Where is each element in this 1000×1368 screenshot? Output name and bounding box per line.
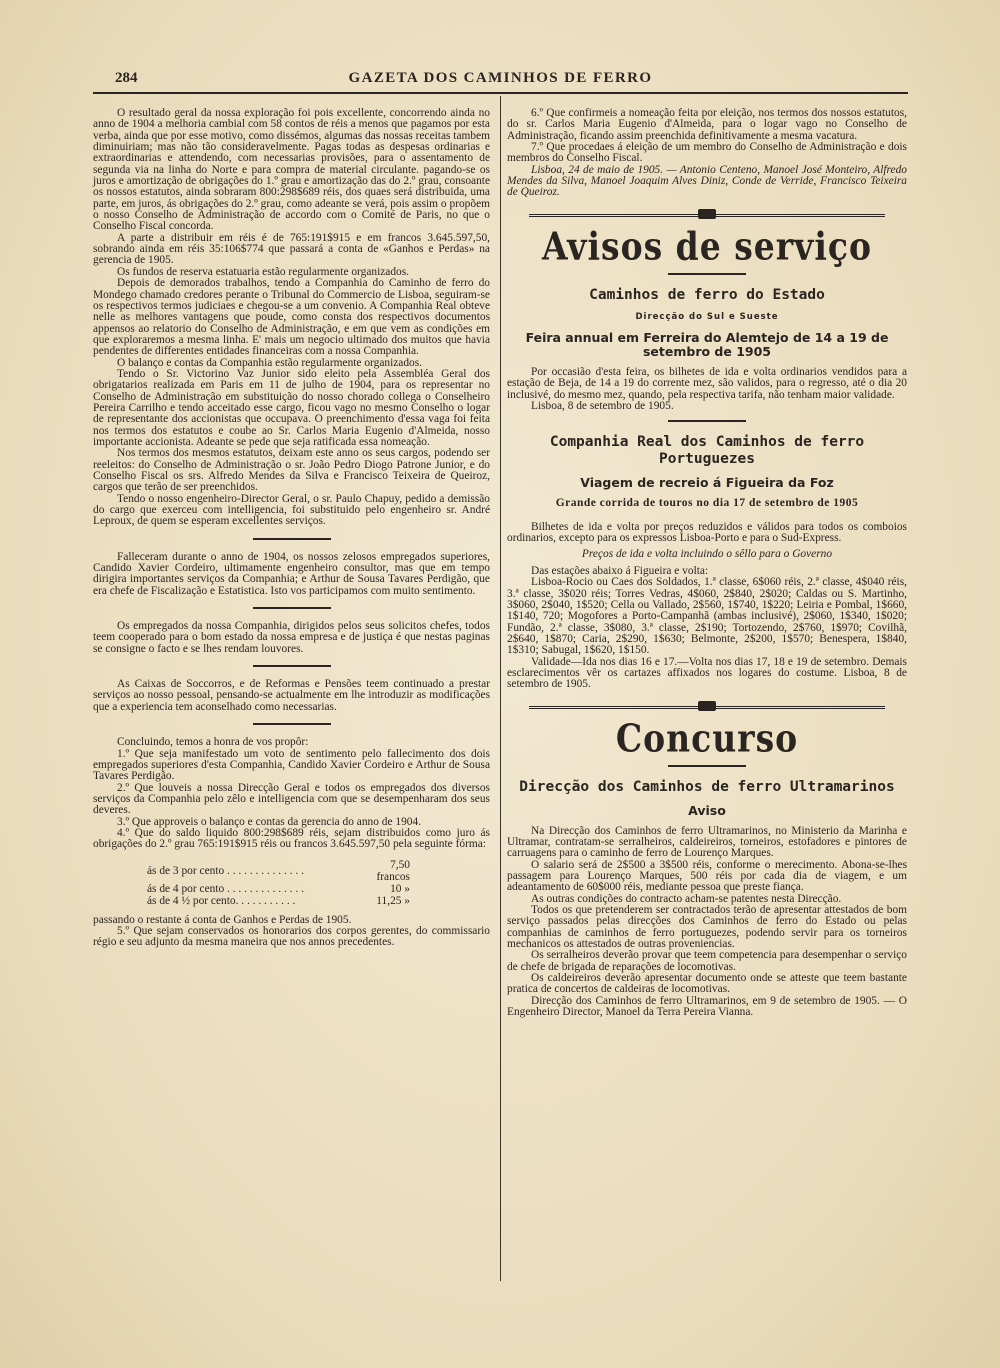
excursion-intro: Bilhetes de ida e volta por preços reduzidos e válidos para todos os comboios ordinarios, excepto para os expressos Lisboa-Porto e para o Sud-Express. — [507, 520, 907, 545]
distribution-label: ás de 3 por cento . . . . . . . . . . . . . . — [147, 864, 304, 877]
avisos-title: Avisos de serviço — [542, 223, 872, 269]
report-paragraph: O balanço e contas da Companhia estão regularmente organizados. — [117, 356, 423, 369]
report-paragraph: O resultado geral da nossa exploração foi pois excellente, concorrendo ainda no anno de 1904 a melhoria cambial com 58 contos de réis a menos que pagamos por esta verba, ainda que por esse motivo, como dissémos, algumas das nossas receitas tambem diminuiriam; mas não tão consideravelmente. Pagas todas as despesas ordinarias e extraordinarias e attendendo, com necessarias provisões, para o assentamento de segunda via na linha do Norte e para compra de material circulante. pagando-se os juros e amortização de obrigações do 1.º grau e amortização das do 2.º grau, consoante os nossos estatutos, ainda sobraram 800:298$689 réis, dos quaes será distribuida, uma parte, em juros, ás obrigações do 2.º grau, como adeante se verá, pois assim o propõem o nosso Conselho de Administração de accordo com o Comité de Paris, no que o Conselho Fiscal concorda. — [93, 107, 490, 233]
right-column — [507, 108, 907, 1018]
distribution-table — [143, 859, 414, 907]
distribution-label: ás de 4 por cento . . . . . . . . . . . . . . — [147, 882, 304, 895]
proposal-paragraph: Concluindo, temos a honra de vos propôr: — [117, 736, 309, 749]
distribution-value: 10 » — [390, 882, 410, 895]
distribution-value: 11,25 » — [376, 894, 410, 907]
state-railways-heading: Caminhos de ferro do Estado — [589, 286, 825, 303]
bullfight-subtitle: Grande corrida de touros no dia 17 de setembro de 1905 — [555, 497, 859, 510]
stations-intro: Das estações abaixo á Figueira e volta: — [531, 564, 709, 577]
proposal-paragraph: 2.º Que louveis a nossa Direcção Geral e todos os empregados dos diversos serviços da Companhia pelo zêlo e intelligencia com que se desempenharam dos seus deveres. — [93, 781, 490, 817]
report-paragraph: Tendo o Sr. Victorino Vaz Junior sido eleito pela Assembléa Geral dos obrigatarios realizada em Paris em 11 de julho de 1904, para os representar no Conselho de Administração em substituição do nosso chorado collega o Conselheiro Pereira Carrilho e tendo acceitado esse cargo, ficou vago no mesmo Conselho o logar de representante dos accionistas que occupava. O preenchimento d'essa vaga foi feita nos termos dos estatutos e coube ao Sr. Carlos Maria Eugenio d'Almeida, nosso importante accionista. Adeante se pede que seja ratificada essa nomeação. — [93, 367, 490, 448]
prices-list: Lisboa-Rocio ou Caes dos Soldados, 1.ª classe, 6$060 réis, 2.ª classe, 4$040 réis, 3.ª classe, 3$020 réis; Torres Vedras, 4$060, 2$840, 2$020; Caldas ou S. Martinho, 3$060, 2$040, 1$520; Cella ou Vallado, 2$560, 1$740, 1$220; Leiria e Pombal, 1$660, 1$140, 720; Mogofores a Porto-Campanhã (ambas inclusivé), 2$060, 1$340, 1$020; Fundão, 2.ª classe, 3$080, 3.ª classe, 2$190; Tortozendo, 2$760, 1$970; Covilhã, 2$640, 1$870; Caria, 2$290, 1$630; Belmonte, 2$200, 1$570; Benespera, 1$840, 1$310; Sabugal, 1$620, 1$150. — [507, 576, 907, 657]
ultramarine-heading: Direcção dos Caminhos de ferro Ultramarinos — [519, 778, 895, 795]
staff-paragraph: Os empregados da nossa Companhia, dirigidos pelos seus solicitos chefes, todos teem cooperado para o bom estado da nossa empresa e de justiça é que nestas paginas se consigne o facto e se lhes rendam louvores. — [93, 620, 490, 655]
page-number: 284 — [115, 70, 138, 86]
table-row — [143, 895, 414, 907]
section-rule — [253, 723, 331, 725]
section-rule — [253, 665, 331, 667]
fair-notice-dateline: Lisboa, 8 de setembro de 1905. — [531, 400, 674, 413]
concurso-title: Concurso — [615, 715, 799, 761]
table-row — [143, 859, 414, 883]
proposal-paragraph: 1.º Que seja manifestado um voto de sentimento pelo fallecimento dos dois empregados superiores d'esta Companhia, Candido Xavier Cordeiro e Arthur de Sousa Tavares Perdigão. — [93, 747, 490, 783]
proposal-paragraph: 7.º Que procedaes á eleição de um membro do Conselho de Administração e dois membros do Conselho Fiscal. — [507, 141, 907, 165]
proposal-paragraph: 4.º Que do saldo liquido 800:298$689 réis, sejam distribuidos como juro ás obrigações do 2.º grau 765:191$915 réis ou francos 3.645.597,50 pela seguinte fórma: — [93, 826, 490, 851]
section-rule — [668, 273, 746, 275]
state-railways-subheading: Direcção do Sul e Sueste — [635, 311, 779, 322]
prices-caption: Preços de ida e volta incluindo o sêllo para o Governo — [581, 547, 833, 560]
page-header — [93, 70, 908, 94]
signature-paragraph: Lisboa, 24 de maio de 1905. — Antonio Centeno, Manoel José Monteiro, Alfredo Mendes da Silva, Manoel Joaquim Alves Diniz, Conde de Verride, Francisco Teixeira de Queiroz. — [507, 163, 907, 199]
ornamental-rule — [507, 207, 907, 223]
section-rule — [253, 607, 331, 609]
section-rule — [253, 538, 331, 540]
report-paragraph: Tendo o nosso engenheiro-Director Geral, o sr. Paulo Chapuy, pedido a demissão do cargo que exerceu com intelligencia, foi substituido pelo engenheiro sr. André Leproux, de quem se esperam excellentes serviços. — [93, 492, 490, 528]
distribution-label: ás de 4 ½ por cento. . . . . . . . . . . — [147, 894, 296, 907]
validity-paragraph: Validade—Ida nos dias 16 e 17.—Volta nos dias 17, 18 e 19 de setembro. Demais esclarecimentos vêr os cartazes affixados nos logares do costume. Lisboa, 8 de setembro de 1905. — [507, 655, 907, 691]
section-rule — [668, 765, 746, 767]
ornament-icon — [698, 701, 716, 711]
fair-event-title: Feira annual em Ferreira do Alemtejo de 14 a 19 de setembro de 1905 — [525, 330, 889, 360]
report-paragraph: A parte a distribuir em réis é de 765:191$915 e em francos 3.645.597,50, sobrando ainda em réis 35:106$774 que passará a conta de «Ganhos e Perdas» na gerencia de 1905. — [93, 231, 490, 267]
aviso-subheading: Aviso — [688, 802, 726, 818]
concurso-paragraph: As outras condições do contracto acham-se patentes nesta Direcção. — [531, 892, 842, 905]
concurso-paragraph: O salario será de 2$500 a 3$500 réis, conforme o merecimento. Abona-se-lhes passagem para Lourenço Marques, 500 réis por cada dia de viagem, e um adeantamento de 60$000 réis, mediante pessoa que preste fiança. — [507, 858, 907, 894]
table-row — [143, 883, 414, 895]
proposal-paragraph: 3.º Que approveis o balanço e contas da gerencia do anno de 1904. — [117, 815, 422, 828]
proposal-paragraph: 6.º Que confirmeis a nomeação feita por eleição, nos termos dos nossos estatutos, do sr. Carlos Maria Eugenio d'Almeida, para o logar vago no Conselho de Administração, ficando assim preenchida definitivamente a mesma vacatura. — [507, 107, 907, 142]
concurso-paragraph: Os serralheiros deverão provar que teem competencia para desempenhar o serviço de chefe de brigada de reparações de locomotivas. — [507, 949, 907, 973]
concurso-paragraph: Direcção dos Caminhos de ferro Ultramarinos, em 9 de setembro de 1905. — O Engenheiro Director, Manoel da Terra Pereira Vianna. — [507, 994, 907, 1019]
section-rule — [668, 420, 746, 422]
pension-paragraph: As Caixas de Soccorros, e de Reformas e Pensões teem continuado a prestar serviços ao nosso pessoal, pensando-se actualmente em lhe introduzir as modificações que a experiencia tem aconselhado como necessarias. — [93, 678, 490, 713]
distribution-value: 7,50 francos — [376, 858, 410, 883]
concurso-paragraph: Todos os que pretenderem ser contractados terão de apresentar attestados de bom serviço passados pelas direcções dos Caminhos de ferro do Estado ou pelas companhias de caminhos de ferro portuguezes, podendo servir para os torneiros mechanicos os attestados de outras proveniencias. — [507, 904, 907, 951]
report-paragraph: Nos termos dos mesmos estatutos, deixam este anno os seus cargos, podendo ser reeleitos: do Conselho de Administração o sr. João Pedro Diogo Patrone Junior, e do Conselho Fiscal os srs. Alfredo Mendes da Silva e Francisco Teixeira de Queiroz, cargos que terão de ser preenchidos. — [93, 447, 490, 494]
excursion-title: Viagem de recreio á Figueira da Foz — [580, 475, 834, 491]
concurso-paragraph: Os caldeireiros deverão apresentar documento onde se atteste que teem bastante pratica de concertos de caldeiras de locomotivas. — [507, 972, 907, 996]
closing-paragraph: passando o restante á conta de Ganhos e Perdas de 1905. — [93, 913, 352, 926]
fair-notice-body: Por occasião d'esta feira, os bilhetes de ida e volta ordinarios vendidos para a estação de Beja, de 14 a 19 do corrente mez, são validos, para o regresso, até o dia 20 inclusivé, do mesmo mez, quando, pela respectiva tarifa, não tenham maior validade. — [507, 366, 907, 401]
ornamental-rule — [507, 699, 907, 715]
concurso-paragraph: Na Direcção dos Caminhos de ferro Ultramarinos, no Ministerio da Marinha e Ultramar, contratam-se serralheiros, caldeireiros, torneiros, estofadores e pintores de carruagens para o caminho de ferro de Lourenço Marques. — [507, 824, 907, 860]
journal-title: GAZETA DOS CAMINHOS DE FERRO — [348, 70, 653, 86]
left-column — [93, 108, 490, 949]
closing-paragraph: 5.º Que sejam conservados os honorarios dos corpos gerentes, do commissario régio e seu adjunto da mesma maneira que nos annos precedentes. — [93, 924, 490, 949]
deaths-paragraph: Falleceram durante o anno de 1904, os nossos zelosos empregados superiores, Candido Xavier Cordeiro, ultimamente engenheiro consultor, mas que em tempo dirigira importantes serviços da Companhia; e Arthur de Sousa Tavares Perdigão, que era chefe de Fiscalização e Estatistica. Isto vos participamos com muito sentimento. — [93, 550, 490, 597]
royal-company-heading: Companhia Real dos Caminhos de ferro Portuguezes — [549, 434, 865, 468]
column-divider — [500, 96, 501, 1281]
ornament-icon — [698, 209, 716, 219]
report-paragraph: Depois de demorados trabalhos, tendo a Companhia do Caminho de ferro do Mondego chamado credores perante o Tribunal do Commercio de Lisboa, seguiram-se os respectivos termos judiciaes e chegou-se a um convenio. A Companhia Real obteve nelle as melhores vantagens que poude, como consta dos respectivos documentos appensos ao relatorio do Conselho de Administração, e em que vem as condições em que exploraremos a mesma linha. E' mais um negocio ultimado dos muitos que havia pendentes de differentes entidades financeiras com a nossa Companhia. — [93, 277, 490, 358]
report-paragraph: Os fundos de reserva estatuaria estão regularmente organizados. — [117, 265, 410, 278]
